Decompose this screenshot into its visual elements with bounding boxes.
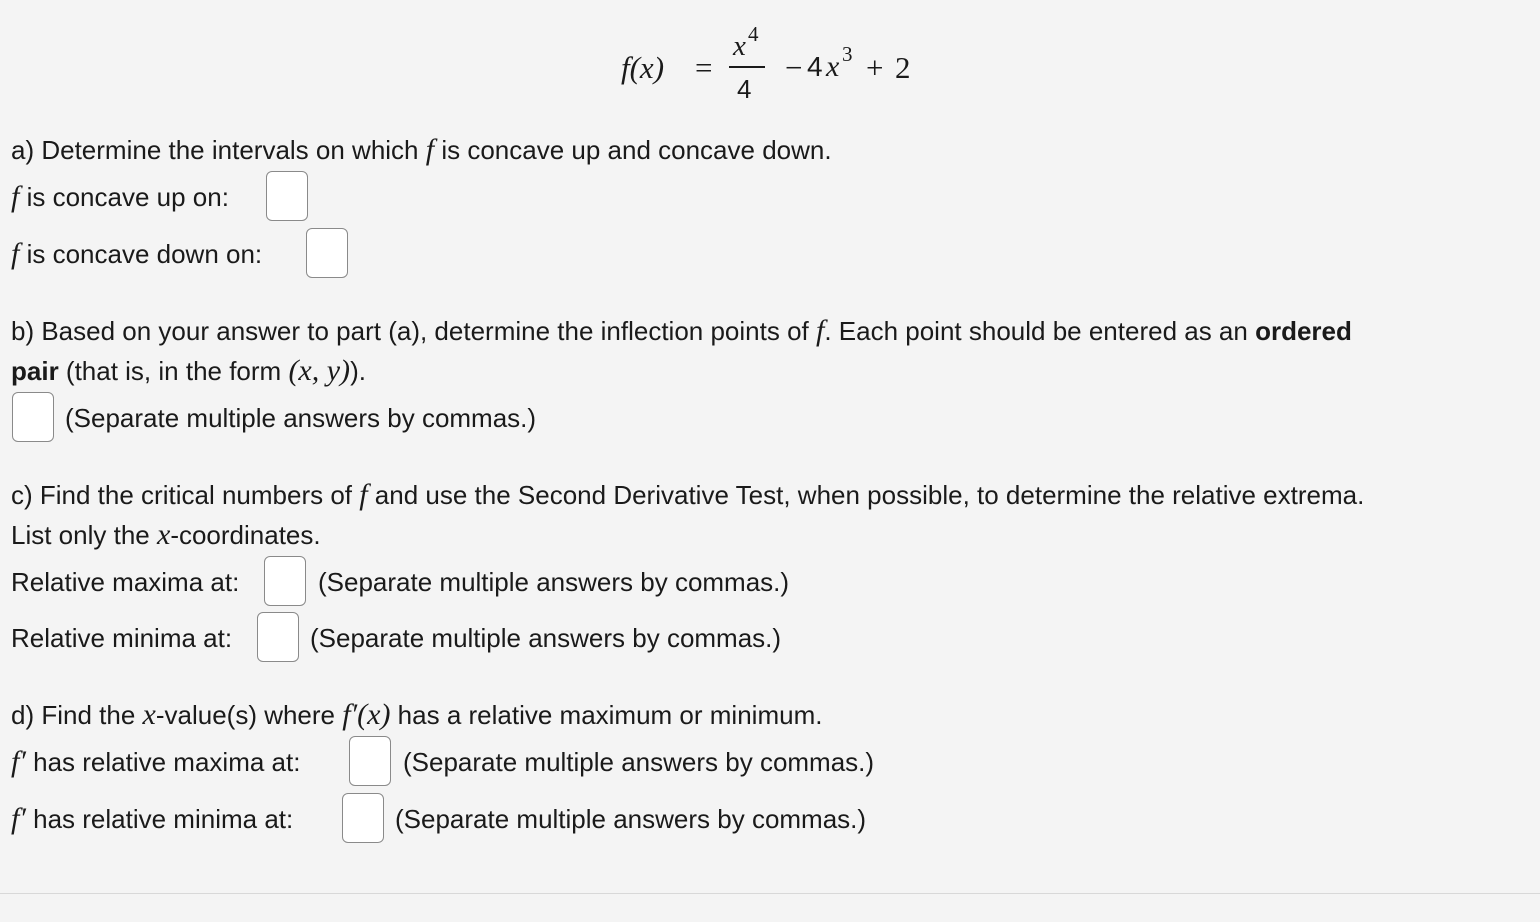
- relative-minima-input[interactable]: [257, 612, 299, 662]
- part-c-prompt-line-1: [11, 480, 1364, 510]
- formula-term2-exponent: 3: [842, 42, 853, 66]
- part-c-text-1: c) Find the critical numbers of: [11, 480, 360, 510]
- part-c-prompt-line-2: [11, 520, 321, 550]
- part-b-prompt-line-2: [11, 356, 366, 386]
- part-c-text-3: List only the: [11, 520, 157, 550]
- fprime-minima-fn: f′: [11, 802, 26, 835]
- concave-down-label: [11, 239, 262, 269]
- relative-maxima-hint: (Separate multiple answers by commas.): [318, 567, 790, 597]
- part-d-prompt: [11, 700, 822, 730]
- part-b-prompt-line-1: [11, 316, 1352, 346]
- fprime-minima-hint: (Separate multiple answers by commas.): [395, 804, 867, 834]
- relative-maxima-input[interactable]: [264, 556, 306, 606]
- inflection-points-input[interactable]: [12, 392, 54, 442]
- fraction-bar: [729, 66, 765, 68]
- formula-term2-base: x: [826, 50, 840, 83]
- part-c-text-2: and use the Second Derivative Test, when possible, to determine the relative extrema.: [367, 480, 1365, 510]
- concave-up-fn: f: [11, 180, 20, 213]
- relative-minima-label: Relative minima at:: [11, 623, 233, 653]
- fprime-minima-input[interactable]: [342, 793, 384, 843]
- formula-plus: +: [866, 50, 884, 85]
- part-b-fn: f: [815, 314, 825, 347]
- fprime-maxima-text: has relative maxima at:: [25, 747, 301, 777]
- part-a-text-1: a) Determine the intervals on which: [11, 135, 426, 165]
- part-c-text-4: -coordinates.: [170, 520, 321, 550]
- concave-down-fn: f: [11, 237, 20, 270]
- part-b-text-3: (that is, in the form: [58, 356, 289, 386]
- fprime-maxima-input[interactable]: [349, 736, 391, 786]
- formula-numerator-base: x: [733, 30, 746, 62]
- formula-numerator-exponent: 4: [748, 22, 759, 46]
- part-a-prompt: [11, 135, 832, 165]
- fprime-minima-text: has relative minima at:: [25, 804, 294, 834]
- part-a-fn: f: [425, 133, 435, 166]
- part-c-var: x: [156, 518, 171, 551]
- formula-term2-coefficient: 4: [807, 51, 823, 82]
- part-b-form: (x, y): [288, 354, 351, 387]
- part-c-fn: f: [359, 478, 368, 511]
- fprime-minima-label: [11, 804, 293, 834]
- part-d-text-1: d) Find the: [11, 700, 143, 730]
- concave-up-text: is concave up on:: [19, 182, 229, 212]
- fprime-maxima-label: [11, 747, 300, 777]
- inflection-hint: (Separate multiple answers by commas.): [65, 403, 537, 433]
- part-d-var: x: [142, 698, 156, 731]
- relative-minima-hint: (Separate multiple answers by commas.): [310, 623, 782, 653]
- concave-up-label: [11, 182, 229, 212]
- part-b-text-4: ).: [350, 356, 366, 386]
- formula-minus: −: [785, 50, 803, 85]
- relative-maxima-label: Relative maxima at:: [11, 567, 240, 597]
- part-d-text-3: has a relative maximum or minimum.: [390, 700, 823, 730]
- part-d-text-2: -value(s) where: [155, 700, 343, 730]
- formula-constant: 2: [895, 50, 911, 85]
- formula-denominator: 4: [737, 74, 752, 104]
- concave-down-text: is concave down on:: [19, 239, 263, 269]
- part-b-bold-pair: pair: [11, 356, 59, 386]
- part-a-text-2: is concave up and concave down.: [434, 135, 832, 165]
- part-b-bold-ordered: ordered: [1255, 316, 1352, 346]
- concave-up-input[interactable]: [266, 171, 308, 221]
- bottom-divider: [0, 893, 1540, 894]
- part-b-text-2: . Each point should be entered as an: [824, 316, 1256, 346]
- concave-down-input[interactable]: [306, 228, 348, 278]
- part-d-deriv: f′(x): [342, 698, 391, 731]
- formula-lhs: f(x): [621, 50, 665, 85]
- formula-equals: =: [695, 50, 713, 85]
- part-b-text-1: b) Based on your answer to part (a), determine the inflection points of: [11, 316, 816, 346]
- fprime-maxima-hint: (Separate multiple answers by commas.): [403, 747, 875, 777]
- fprime-maxima-fn: f′: [11, 745, 26, 778]
